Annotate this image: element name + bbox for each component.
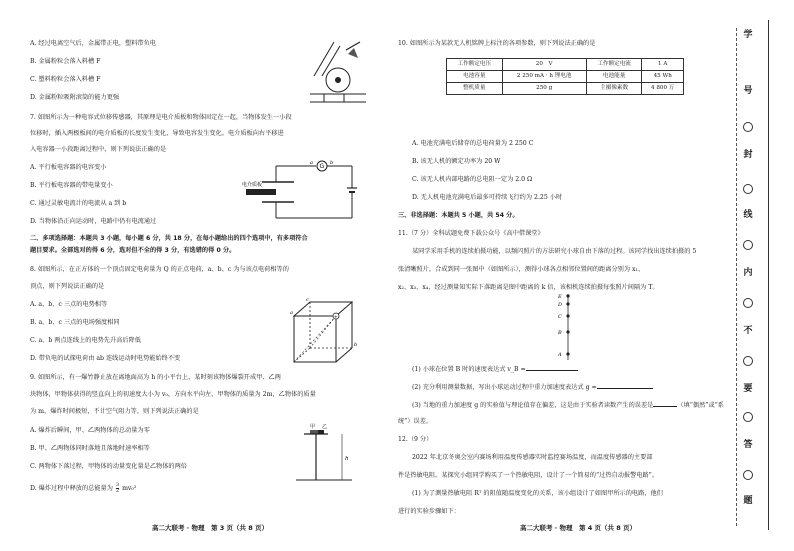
binding-char: 封: [743, 150, 753, 160]
q11-ball-a: [566, 352, 569, 355]
q11-answer-blank-1[interactable]: [526, 370, 578, 371]
q11-question1: [412, 366, 578, 374]
q7-stem-line1: 7. 如图所示为一种电容式位移传感器，其原理是电介质板和物体固定在一起，当物体发生一小段: [30, 114, 292, 121]
table-cell: 20 V: [502, 59, 586, 71]
q9-option-b: B. 甲、乙两物体同时落地且落地时速率相等: [30, 445, 150, 452]
q8-option-d: D. 带负电的试探电荷由 ab 连线运动时电势能始终不变: [30, 355, 181, 362]
q11-question2: [412, 384, 653, 392]
binding-char: 答: [743, 440, 753, 450]
q11-question3-text: (3) 当地的重力加速度 g 的实验值与理论值存在偏差，这是由于实验者读数产生的误差是: [412, 402, 654, 409]
q8-option-c: C. a、b 两点连线上的电势先升高后降低: [30, 337, 141, 344]
q11-ball-c: [566, 314, 569, 317]
q11-question2-text: (2) 充分利用测量数据，写出小球运动过程中重力加速度表达式 g =: [412, 384, 597, 391]
q11-answer-blank-3[interactable]: [653, 406, 677, 407]
q9-label-yi: 乙: [322, 424, 328, 430]
table-row: [447, 59, 684, 71]
table-row: [447, 71, 684, 83]
q11-ball-d: [566, 302, 569, 305]
binding-char: 学: [743, 30, 753, 40]
q9-energy-fraction: [116, 483, 119, 494]
q9-energy-tail: mv₀²: [122, 485, 137, 492]
q6-separator-figure: [300, 36, 372, 106]
q6-option-c: C. 塑料粉粒会落入料槽 F: [30, 76, 101, 83]
q9-platform-figure: [294, 422, 360, 486]
q10-stem: 10. 如图所示为某款无人机铭牌上标注的各项参数，则下列说法正确的是: [398, 40, 596, 47]
q8-cube-diag-1: [310, 316, 336, 348]
q12-text-line1: 2022 年北京冬奥会室内赛场利用温度传感器实时监控赛场温度，而温度传感器的主要部: [412, 454, 653, 461]
table-cell: 45 Wh: [642, 71, 684, 83]
binding-char: 要: [743, 384, 753, 394]
binding-border-line: [768, 20, 769, 530]
q8-stem-line2: 顶点，则下列说法正确的是: [30, 283, 105, 290]
right-page-footer: 高二大联考 · 物理 第 4 页（共 8 页）: [520, 524, 637, 532]
q7-dielectric-slab: [246, 189, 276, 195]
table-cell: 2 250 mA · h 锂电池: [502, 71, 586, 83]
left-page-footer: 高二大联考 · 物理 第 3 页（共 8 页）: [152, 524, 269, 532]
binding-ring: [743, 412, 753, 422]
binding-char: 题: [743, 496, 753, 506]
q8-charge-plus: +: [334, 315, 338, 320]
q7-option-a: A. 平行板电容器的电容变小: [30, 164, 107, 171]
q9-block-jia: [310, 430, 318, 434]
binding-cut-line: [736, 28, 737, 526]
q10-option-c: C. 该无人机内部电路的总电阻一定为 2.0 Ω: [412, 176, 533, 183]
q7-capacitor-figure: [236, 158, 360, 226]
q8-cube-bottom-right: [336, 348, 352, 362]
q11-question3-hint: （填“偶然”或“系: [677, 402, 724, 409]
section2-heading-line2: 题目要求。全部选对的得 6 分，选对但不全的得 3 分，有选错的得 0 分。: [30, 247, 236, 254]
q11-strobe-figure: [548, 290, 584, 364]
q9-energy-num: 3: [115, 482, 120, 488]
table-cell: 1 A: [642, 59, 684, 71]
q12-text-line4: 进行的实验步骤如下：: [398, 508, 460, 515]
q6-brush: [348, 48, 358, 58]
q8-stem-line1: 8. 如图所示，在正方体的一个顶点固定电荷量为 Q 的正点电荷，a、b、c 为与该点电荷相等的: [30, 266, 289, 273]
q7-label-b: b: [330, 160, 334, 166]
q11-ball-b: [566, 330, 569, 333]
q11-question3-tail: 统”）误差。: [398, 418, 433, 425]
q6-funnel-right: [322, 46, 340, 76]
q11-text-line1: 某同学采用手机的连续拍摄功能，以频闪照片的方法研究小球自由下落的过程。该同学找出连续拍摄的 5: [412, 248, 697, 255]
q11-question3: [412, 402, 724, 410]
q9-option-d-text: D. 爆炸过程中释放的总能量为: [30, 485, 113, 492]
q12-title: 12.（9 分）: [398, 436, 433, 443]
binding-ring: [743, 240, 753, 250]
q8-label-c: c: [306, 297, 309, 303]
q8-cube-hidden-d: [294, 348, 310, 362]
q11-text-line2: 张清晰照片，合成到同一张图中（如图所示），测得小球各点相邻位置间的距离分别为 x₁、: [398, 266, 645, 273]
q9-option-c: C. 两物体下落过程，甲物体的动量变化量是乙物体的两倍: [30, 463, 187, 470]
binding-char: 内: [743, 268, 753, 278]
q7-option-d: D. 当物体沿正向运动时，电路中仍有电流通过: [30, 218, 157, 225]
table-cell: 工作额定电流: [586, 59, 642, 71]
q11-label-b: B: [558, 330, 562, 336]
q11-text-line3: x₂、x₃、x₄，经过测量知实际下落距离是图中距离的 k 倍，该相机连续拍摄每张照片间隔为 T。: [398, 284, 659, 291]
q11-title: 11.（7 分）全科试题免费下载公众号《高中借课堂》: [398, 230, 544, 237]
q8-option-a: A. a、b、c 三点的电势相等: [30, 301, 108, 308]
q10-option-d: D. 无人机电池充满电后最多可持续飞行约为 2.25 小时: [412, 194, 563, 201]
binding-ring: [743, 184, 753, 194]
binding-char: 不: [743, 326, 753, 336]
binding-strip: [724, 0, 794, 551]
binding-ring: [743, 122, 753, 132]
q6-option-d: D. 金属粉粒吸附滚筒的能力更强: [30, 94, 120, 101]
q11-label-a: A: [558, 352, 562, 358]
q7-stem-line3: 入电容器一小段距离过程中，则下列说法正确的是: [30, 146, 167, 153]
q7-label-a: a: [310, 160, 313, 166]
q6-roller-axle: [335, 77, 341, 83]
q11-label-e: E: [558, 294, 562, 300]
q11-label-d: D: [558, 302, 563, 308]
q6-funnel-left: [314, 42, 334, 76]
q8-cube-top: [294, 302, 352, 316]
q8-cube-diag-2: [294, 316, 336, 362]
q12-text-line3: (1) 为了测量热敏电阻 Rᵀ 的阻值随温度变化的关系，该小组设计了如图甲所示的电路，他们: [412, 490, 663, 497]
q10-option-a: A. 电池充满电后储存的总电荷量为 2 250 C: [412, 140, 534, 147]
q10-spec-table: [446, 58, 684, 95]
q11-answer-blank-2[interactable]: [597, 388, 653, 389]
q9-label-h: h: [345, 456, 349, 462]
q11-label-c: C: [558, 314, 562, 320]
q8-option-b: B. a、b、c 三点的电场强度相同: [30, 319, 120, 326]
section3-heading: 三、非选择题：本题共 5 小题，共 54 分。: [398, 212, 519, 219]
section2-heading-line1: 二、多项选择题：本题共 3 小题，每小题 6 分，共 18 分，在每小题给出的四个选项中，有多项符合: [30, 235, 308, 242]
q9-stem-line3: 为 m，爆炸时间极短，不计空气阻力等，则下列说法正确的是: [30, 408, 199, 415]
binding-ring: [743, 470, 753, 480]
q8-cube-figure: [288, 296, 358, 368]
q9-label-jia: 甲: [310, 424, 316, 430]
table-cell: 250 g: [502, 83, 586, 95]
table-cell: 整机质量: [447, 83, 503, 95]
binding-char: 线: [743, 210, 753, 220]
q11-question1-text: (1) 小球在位置 B 时的速度表达式 v_B =: [412, 366, 526, 373]
q7-stem-line2: 位移时，插入两极板间的电介质板的长度发生变化，导致电容发生变化。电介质板向右平移进: [30, 130, 284, 137]
q8-label-a: a: [290, 310, 293, 316]
q6-electrode: [346, 42, 360, 50]
q7-option-c: C. 通过灵敏电流计的电流从 a 到 b: [30, 200, 127, 207]
binding-char: 号: [743, 86, 753, 96]
q11-ball-e: [566, 294, 569, 297]
table-cell: 工作额定电压: [447, 59, 503, 71]
q7-galvanometer-label: G: [319, 163, 325, 170]
table-cell: 4 800 万: [642, 83, 684, 95]
q8-label-b: b: [354, 342, 358, 348]
table-cell: 电池容量: [447, 71, 503, 83]
q7-dielectric-label: 电介质板: [242, 182, 263, 188]
q7-option-b: B. 平行板电容器的带电量变小: [30, 182, 113, 189]
q10-option-b: B. 该无人机的额定功率为 20 W: [412, 158, 501, 165]
q12-text-line2: 件是热敏电阻。某探究小组同学购买了一个热敏电阻，设计了一个简易的“过热自动报警电路”。: [398, 472, 659, 479]
q9-stem-line2: 块物体，甲物体获得的竖直向上的初速度大小为 v₀，方向水平向左，甲物体的质量为 2m，乙物体的质量: [30, 391, 316, 398]
binding-ring: [743, 356, 753, 366]
table-row: [447, 83, 684, 95]
q9-energy-den: 2: [115, 488, 120, 494]
q9-option-d: [30, 483, 136, 494]
binding-ring: [743, 298, 753, 308]
table-cell: 电池能量: [586, 71, 642, 83]
q9-block-yi: [318, 430, 324, 434]
q9-option-a: A. 爆炸后瞬间，甲、乙两物体的总动量为零: [30, 427, 150, 434]
table-cell: 主摄像素数: [586, 83, 642, 95]
q6-option-b: B. 金属粉粒会落入料槽 F: [30, 58, 101, 65]
q9-stem-line1: 9. 如图所示，有一爆竹静止放在离地面高为 h 的小平台上，某时刻该物体爆裂开成甲、乙两: [30, 374, 281, 381]
q6-option-a: A. 经过电离空气后，金属带正电，塑料带负电: [30, 40, 156, 47]
